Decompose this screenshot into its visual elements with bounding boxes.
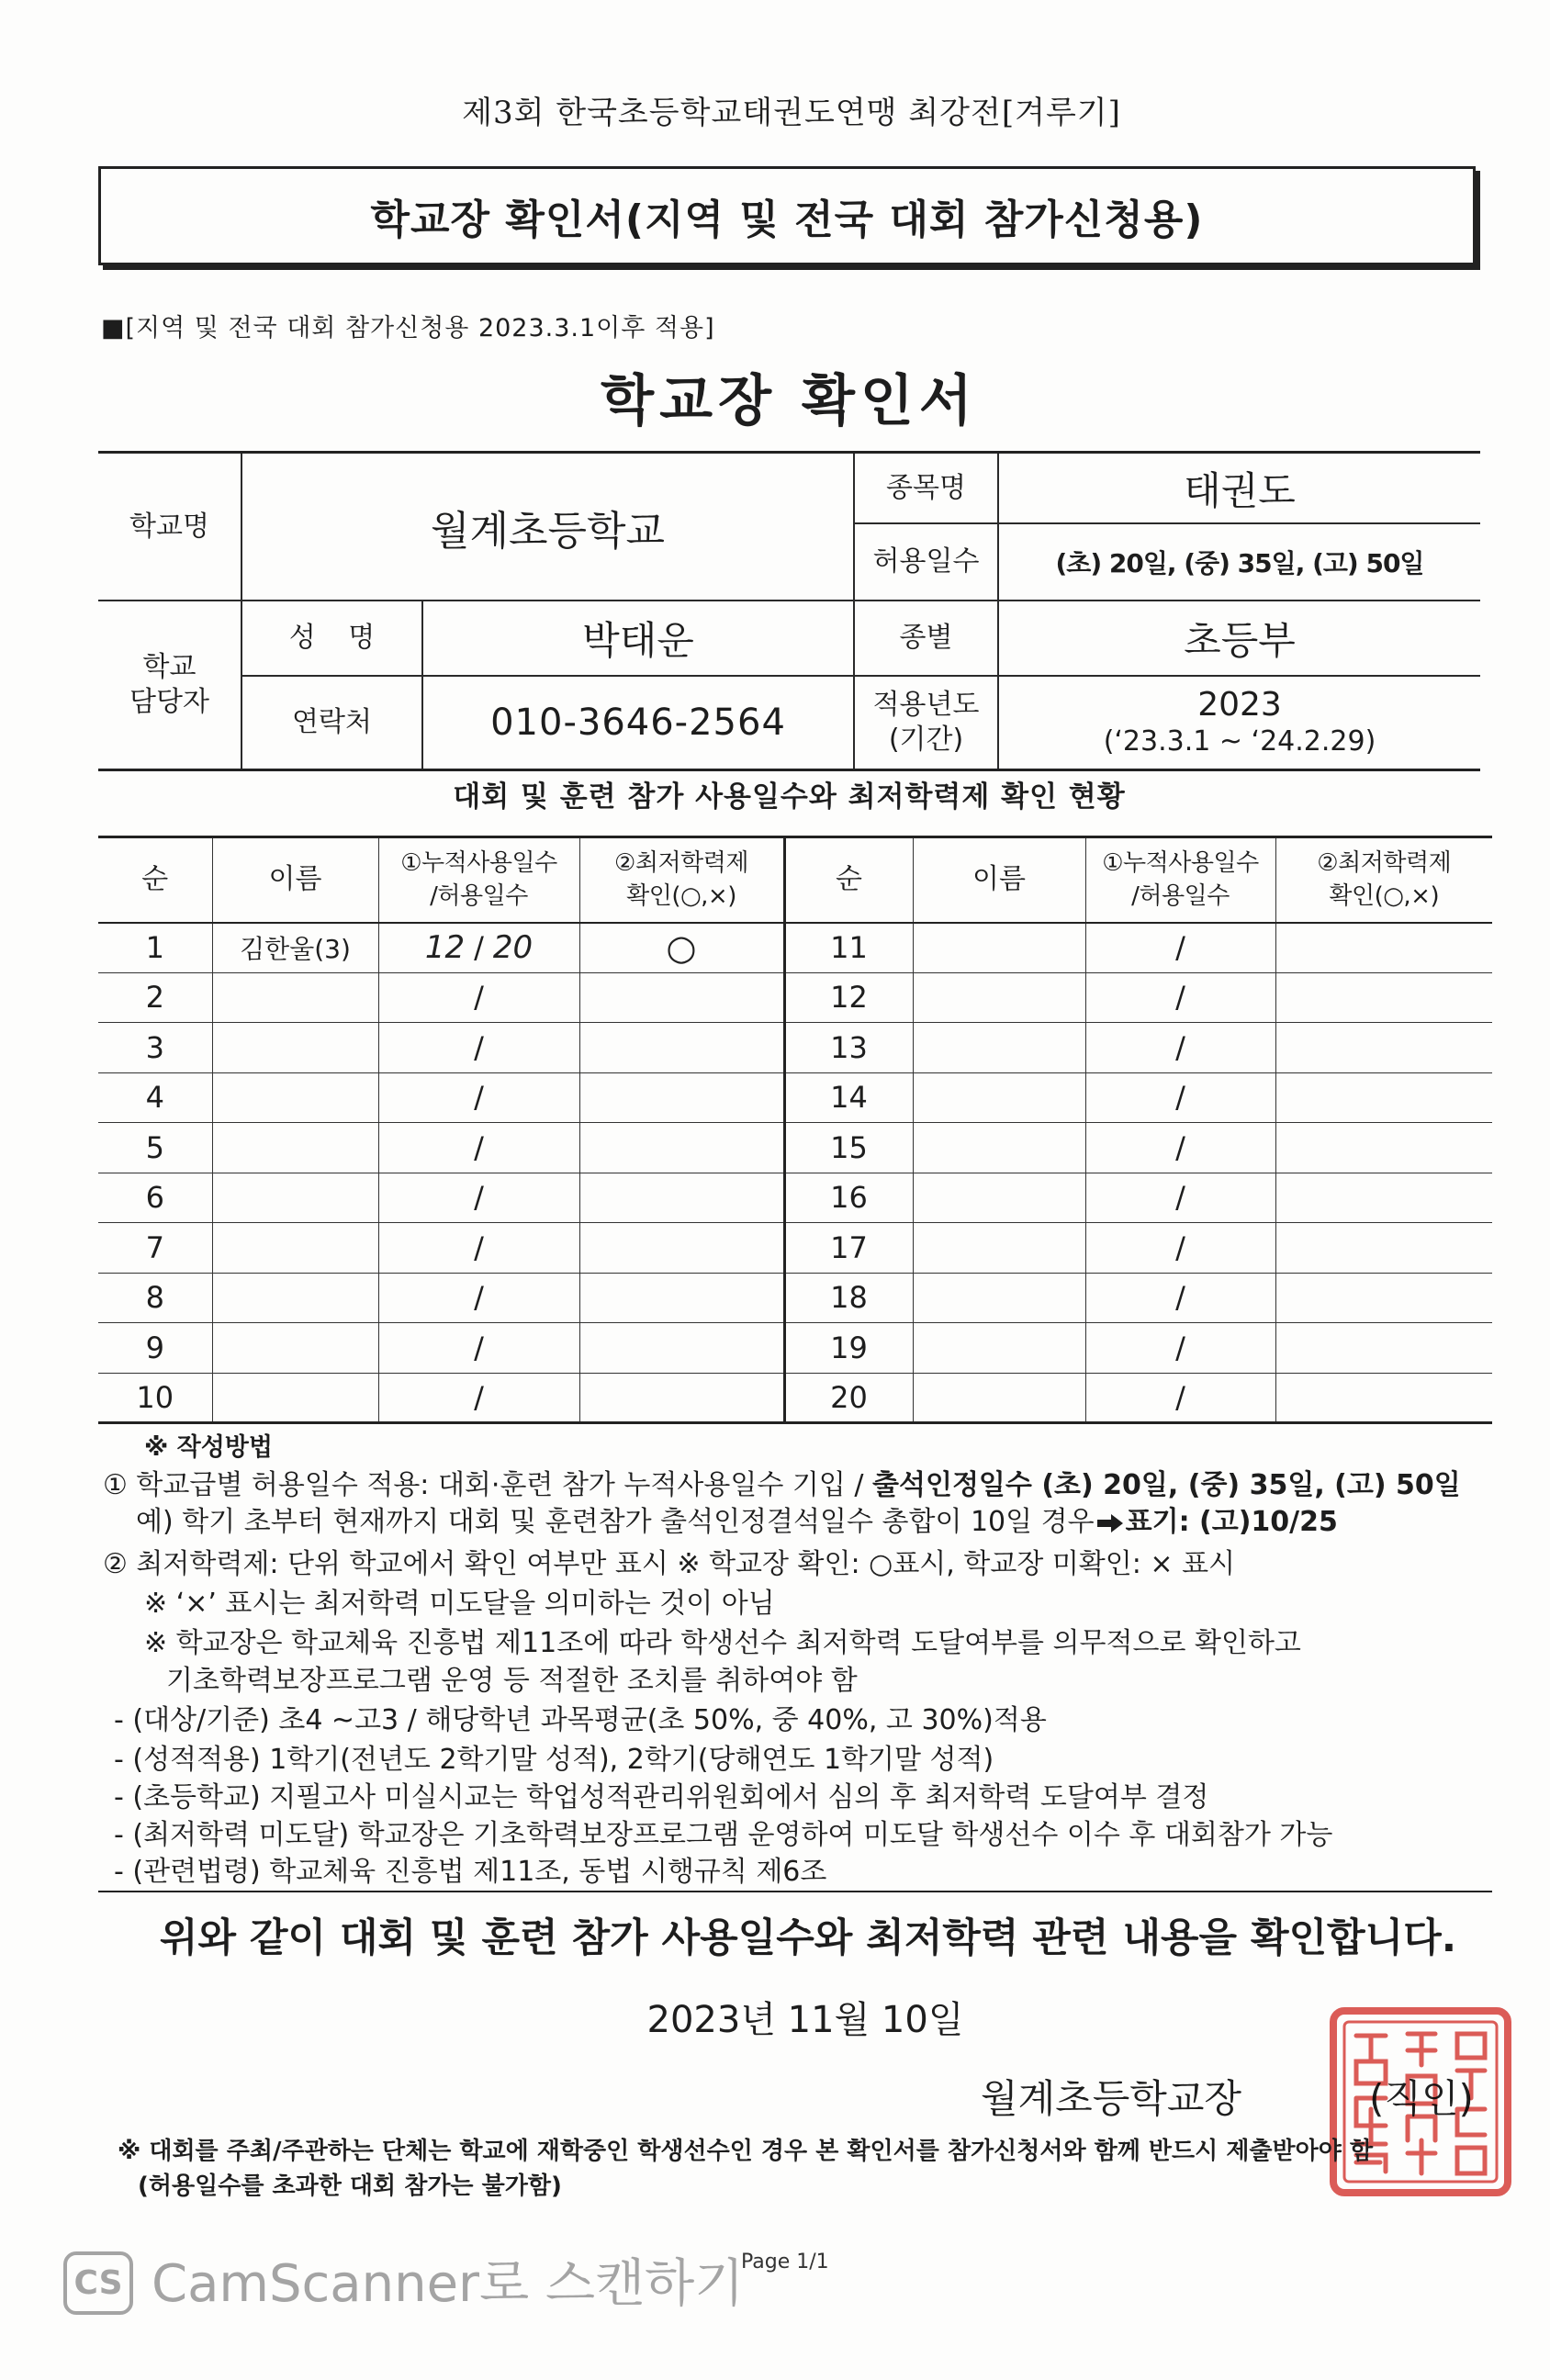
row-number-cell	[784, 1223, 913, 1274]
header-name	[212, 837, 378, 923]
form-title: 학교장 확인서(지역 및 전국 대회 참가신청용)	[370, 196, 1204, 243]
arrow-right-icon	[1096, 1513, 1124, 1533]
table-row	[98, 923, 1492, 973]
minimum-grade-check-cell	[1275, 1173, 1492, 1223]
sport-value-cell	[999, 454, 1480, 524]
division-value-cell	[999, 601, 1480, 677]
row-number-cell	[98, 1123, 212, 1173]
name-label-cell	[242, 601, 423, 677]
note-item-1-text: ① 학교급별 허용일수 적용: 대회·훈련 참가 누적사용일수 기입 /	[103, 1469, 872, 1501]
period-year: 2023	[1197, 686, 1282, 724]
name-label: 성 명	[288, 622, 376, 654]
row-number-cell	[784, 1273, 913, 1323]
days-used-cell	[378, 1173, 579, 1223]
contact-phone: 010-3646-2564	[490, 702, 786, 744]
school-label: 학교명	[129, 510, 209, 543]
minimum-grade-check-cell	[579, 1373, 784, 1423]
days-separator: /	[474, 1379, 484, 1415]
minimum-grade-check-cell	[579, 1072, 784, 1123]
days-separator: /	[1175, 1379, 1185, 1415]
row-number-cell	[98, 1323, 212, 1374]
status-section-title: 대회 및 훈련 참가 사용일수와 최저학력제 확인 현황	[453, 780, 1126, 814]
table-row	[98, 1323, 1492, 1374]
row-number: 16	[830, 1180, 868, 1216]
student-name-cell	[913, 1373, 1085, 1423]
student-name-cell	[913, 1173, 1085, 1223]
student-name-cell	[212, 1373, 378, 1423]
note-bullet: - (최저학력 미도달) 학교장은 기초학력보장프로그램 운영하여 미도달 학생선수 이수 후 대회참가 가능	[114, 1819, 1333, 1851]
row-number-cell	[784, 1072, 913, 1123]
header-days	[1085, 837, 1275, 923]
days-separator: /	[474, 1330, 484, 1365]
days-separator: /	[474, 930, 484, 965]
minimum-grade-check-cell	[1275, 1023, 1492, 1073]
days-used-value: 12	[424, 929, 466, 966]
contact-value-cell	[423, 677, 855, 769]
days-separator: /	[474, 1180, 484, 1216]
student-name-cell	[913, 923, 1085, 973]
note-item-2: ② 최저학력제: 단위 학교에서 확인 여부만 표시 ※ 학교장 확인: ○표시, 학교장 미확인: × 표시	[103, 1548, 1236, 1580]
row-number-cell	[98, 1373, 212, 1423]
header-name	[913, 837, 1085, 923]
contact-label: 연락처	[292, 706, 372, 738]
note-bullet: - (초등학교) 지필고사 미실시교는 학업성적관리위원회에서 심의 후 최저학력 도달여부 결정	[114, 1781, 1209, 1813]
header-days-line2: /허용일수	[1131, 882, 1230, 911]
row-number: 3	[145, 1029, 164, 1065]
days-separator: /	[474, 1029, 484, 1065]
days-separator: /	[474, 1280, 484, 1316]
header-check	[579, 837, 784, 923]
student-name-cell	[913, 1223, 1085, 1274]
student-name-cell	[212, 1273, 378, 1323]
row-number: 6	[145, 1180, 164, 1216]
table-row	[98, 972, 1492, 1023]
row-number: 19	[830, 1330, 868, 1365]
note-example-text: 예) 학기 초부터 현재까지 대회 및 훈련참가 출석인정결석일수 총합이 10일 경우	[136, 1506, 1095, 1538]
allowed-days-label-cell	[855, 524, 999, 601]
minimum-grade-check-cell	[1275, 1323, 1492, 1374]
days-separator: /	[474, 980, 484, 1016]
days-used-cell	[1085, 1173, 1275, 1223]
student-name-cell	[212, 1072, 378, 1123]
row-number: 9	[145, 1330, 164, 1365]
minimum-grade-check-cell	[1275, 923, 1492, 973]
days-used-cell	[1085, 972, 1275, 1023]
minimum-grade-check-cell	[579, 1323, 784, 1374]
days-used-cell	[378, 1123, 579, 1173]
days-separator: /	[1175, 930, 1185, 965]
days-separator: /	[1175, 1029, 1185, 1065]
applicability-note: ■[지역 및 전국 대회 참가신청용 2023.3.1이후 적용]	[101, 314, 715, 342]
name-value-cell	[423, 601, 855, 677]
note-remark-2-line1: ※ 학교장은 학교체육 진흥법 제11조에 따라 학생선수 최저학력 도달여부를 의무적으로 확인하고	[144, 1627, 1301, 1659]
days-used-cell	[378, 1072, 579, 1123]
division-label: 종별	[899, 622, 953, 654]
row-number: 11	[830, 930, 868, 965]
days-used-cell	[378, 1273, 579, 1323]
student-name-cell	[212, 1123, 378, 1173]
days-used-cell	[378, 1223, 579, 1274]
minimum-grade-check-cell	[1275, 1373, 1492, 1423]
days-used-cell	[1085, 1123, 1275, 1173]
student-name-cell	[913, 1123, 1085, 1173]
period-range: (‘23.3.1 ~ ‘24.2.29)	[1103, 725, 1376, 758]
days-separator: /	[1175, 1330, 1185, 1365]
minimum-grade-check-mark: ○	[666, 927, 697, 968]
sport-label: 종목명	[886, 471, 966, 504]
note-bullet: - (성적적용) 1학기(전년도 2학기말 성적), 2학기(당해연도 1학기말 성적)	[114, 1744, 994, 1776]
confirmation-statement: 위와 같이 대회 및 훈련 참가 사용일수와 최저학력 관련 내용을 확인합니다.	[159, 1915, 1457, 1961]
row-number-cell	[98, 1173, 212, 1223]
days-separator: /	[474, 1129, 484, 1165]
row-number-cell	[784, 1023, 913, 1073]
student-name-cell	[913, 972, 1085, 1023]
principal-signature-name: 월계초등학교장	[981, 2076, 1242, 2121]
days-separator: /	[474, 1229, 484, 1265]
student-name-cell	[212, 1223, 378, 1274]
status-table-body	[98, 923, 1492, 1423]
days-used-cell	[378, 972, 579, 1023]
manager-label-cell	[98, 601, 242, 769]
minimum-grade-check-cell	[1275, 1273, 1492, 1323]
minimum-grade-check-cell	[579, 1223, 784, 1274]
table-row	[98, 1273, 1492, 1323]
header-check-line2: 확인(○,×)	[1329, 882, 1440, 911]
header-days	[378, 837, 579, 923]
days-used-cell	[1085, 1273, 1275, 1323]
header-check-line2: 확인(○,×)	[626, 882, 736, 911]
student-name-cell	[913, 1023, 1085, 1073]
days-used-cell	[1085, 1373, 1275, 1423]
allowed-days-value: (초) 20일, (중) 35일, (고) 50일	[1055, 548, 1424, 578]
header-check-line1: ②최저학력제	[614, 849, 748, 878]
footnote-line1: ※ 대회를 주최/주관하는 단체는 학교에 재학중인 학생선수인 경우 본 확인서를 참가신청서와 함께 반드시 제출받아야 함	[118, 2138, 1374, 2165]
header-check	[1275, 837, 1492, 923]
row-number: 18	[830, 1280, 868, 1316]
student-name-cell	[212, 972, 378, 1023]
header-no	[784, 837, 913, 923]
confirmation-date: 2023년 11월 10일	[646, 1999, 964, 2041]
table-row	[98, 1173, 1492, 1223]
row-number: 13	[830, 1029, 868, 1065]
table-row	[98, 1223, 1492, 1274]
student-name-cell	[212, 923, 378, 973]
row-number: 15	[830, 1129, 868, 1165]
manager-label-line2: 담당자	[129, 686, 209, 718]
days-used-cell	[1085, 1072, 1275, 1123]
row-number-cell	[784, 1323, 913, 1374]
sport-name: 태권도	[1184, 467, 1296, 513]
student-name-cell	[212, 1323, 378, 1374]
official-seal-stamp	[1329, 2006, 1512, 2197]
days-used-cell	[1085, 923, 1275, 973]
row-number-cell	[784, 972, 913, 1023]
note-example-result: 표기: (고)10/25	[1125, 1506, 1338, 1538]
event-title: 제3회 한국초등학교태권도연맹 최강전[겨루기]	[462, 95, 1121, 131]
note-example	[136, 1504, 1338, 1541]
note-item-1	[103, 1467, 1461, 1504]
minimum-grade-check-cell	[579, 923, 784, 973]
days-separator: /	[1175, 1080, 1185, 1116]
student-name-cell	[913, 1323, 1085, 1374]
division-label-cell	[855, 601, 999, 677]
page-number-label: Page 1/1	[741, 2251, 829, 2273]
days-separator: /	[1175, 1180, 1185, 1216]
row-number: 8	[145, 1280, 164, 1316]
period-value-cell	[999, 677, 1480, 769]
school-info-table	[98, 451, 1480, 771]
header-name-label: 이름	[268, 863, 322, 896]
footnote-line2: (허용일수를 초과한 대회 참가는 불가함)	[138, 2172, 562, 2200]
table-header-row	[98, 837, 1492, 923]
student-name-cell	[212, 1023, 378, 1073]
minimum-grade-check-cell	[1275, 1072, 1492, 1123]
row-number-cell	[98, 972, 212, 1023]
note-remark-1: ※ ‘×’ 표시는 최저학력 미도달을 의미하는 것이 아님	[144, 1588, 775, 1620]
row-number: 2	[145, 980, 164, 1016]
sport-label-cell	[855, 454, 999, 524]
note-remark-2-line2: 기초학력보장프로그램 운영 등 적절한 조치를 취하여야 함	[166, 1665, 858, 1697]
days-allowed-value: 20	[492, 929, 534, 966]
minimum-grade-check-cell	[579, 1173, 784, 1223]
row-number: 5	[145, 1129, 164, 1165]
row-number: 10	[136, 1379, 174, 1415]
days-used-cell	[378, 1323, 579, 1374]
row-number-cell	[98, 1223, 212, 1274]
camscanner-logo-text: CS	[73, 2264, 123, 2302]
period-label-line2: (기간)	[888, 724, 964, 756]
allowed-days-value-cell	[999, 524, 1480, 601]
school-label-cell	[98, 454, 242, 601]
minimum-grade-check-cell	[1275, 972, 1492, 1023]
form-title-box	[98, 166, 1476, 265]
header-name-label: 이름	[972, 863, 1026, 896]
contact-label-cell	[242, 677, 423, 769]
days-separator: /	[1175, 980, 1185, 1016]
table-row	[98, 1373, 1492, 1423]
days-used-cell	[1085, 1223, 1275, 1274]
row-number: 1	[145, 930, 164, 965]
row-number-cell	[784, 923, 913, 973]
row-number-cell	[98, 1072, 212, 1123]
table-row	[98, 1072, 1492, 1123]
note-bullet: - (관련법령) 학교체육 진흥법 제11조, 동법 시행규칙 제6조	[114, 1856, 827, 1888]
row-number: 17	[830, 1229, 868, 1265]
days-used-cell	[378, 1373, 579, 1423]
document-title: 학교장 확인서	[601, 369, 978, 433]
seal-label: (직인)	[1369, 2076, 1474, 2121]
table-row	[98, 1023, 1492, 1073]
days-used-cell	[378, 1023, 579, 1073]
days-used-cell	[378, 923, 579, 973]
row-number: 14	[830, 1080, 868, 1116]
header-days-line1: ①누적사용일수	[400, 849, 557, 878]
table-row	[98, 1123, 1492, 1173]
allowed-days-label: 허용일수	[872, 545, 980, 578]
division-value: 초등부	[1184, 618, 1296, 663]
row-number-cell	[784, 1173, 913, 1223]
header-days-line2: /허용일수	[430, 882, 528, 911]
school-name: 월계초등학교	[430, 507, 666, 555]
days-used-cell	[1085, 1323, 1275, 1374]
row-number: 20	[830, 1379, 868, 1415]
student-name-cell	[913, 1072, 1085, 1123]
camscanner-watermark-text: CamScanner로 스캔하기	[152, 2254, 745, 2314]
minimum-grade-check-cell	[579, 1023, 784, 1073]
days-separator: /	[1175, 1280, 1185, 1316]
header-days-line1: ①누적사용일수	[1102, 849, 1259, 878]
days-separator: /	[474, 1080, 484, 1116]
minimum-grade-check-cell	[579, 1123, 784, 1173]
manager-label-line1: 학교	[142, 651, 197, 683]
minimum-grade-check-cell	[579, 972, 784, 1023]
minimum-grade-check-cell	[579, 1273, 784, 1323]
minimum-grade-check-cell	[1275, 1223, 1492, 1274]
period-label-line1: 적용년도	[872, 689, 980, 721]
row-number-cell	[784, 1123, 913, 1173]
days-used-cell	[1085, 1023, 1275, 1073]
section-divider	[98, 1891, 1492, 1892]
row-number: 7	[145, 1229, 164, 1265]
row-number: 12	[830, 980, 868, 1016]
header-no	[98, 837, 212, 923]
manager-name: 박태운	[582, 618, 694, 663]
camscanner-logo	[63, 2251, 133, 2315]
row-number: 4	[145, 1080, 164, 1116]
row-number-cell	[98, 923, 212, 973]
row-number-cell	[98, 1023, 212, 1073]
minimum-grade-check-cell	[1275, 1123, 1492, 1173]
header-check-line1: ②최저학력제	[1317, 849, 1452, 878]
row-number-cell	[784, 1373, 913, 1423]
usage-status-table	[98, 836, 1492, 1424]
header-no-label: 순	[836, 863, 862, 896]
row-number-cell	[98, 1273, 212, 1323]
days-separator: /	[1175, 1129, 1185, 1165]
note-item-1-bold: 출석인정일수 (초) 20일, (중) 35일, (고) 50일	[872, 1469, 1461, 1501]
days-separator: /	[1175, 1229, 1185, 1265]
header-no-label: 순	[141, 863, 169, 896]
note-bullet: - (대상/기준) 초4 ~고3 / 해당학년 과목평균(초 50%, 중 40%, 고 30%)적용	[114, 1704, 1047, 1736]
student-name-cell	[913, 1273, 1085, 1323]
school-value-cell	[242, 454, 855, 601]
period-label-cell	[855, 677, 999, 769]
student-name: 김한울(3)	[240, 934, 351, 964]
notes-heading: ※ 작성방법	[144, 1433, 273, 1462]
student-name-cell	[212, 1173, 378, 1223]
